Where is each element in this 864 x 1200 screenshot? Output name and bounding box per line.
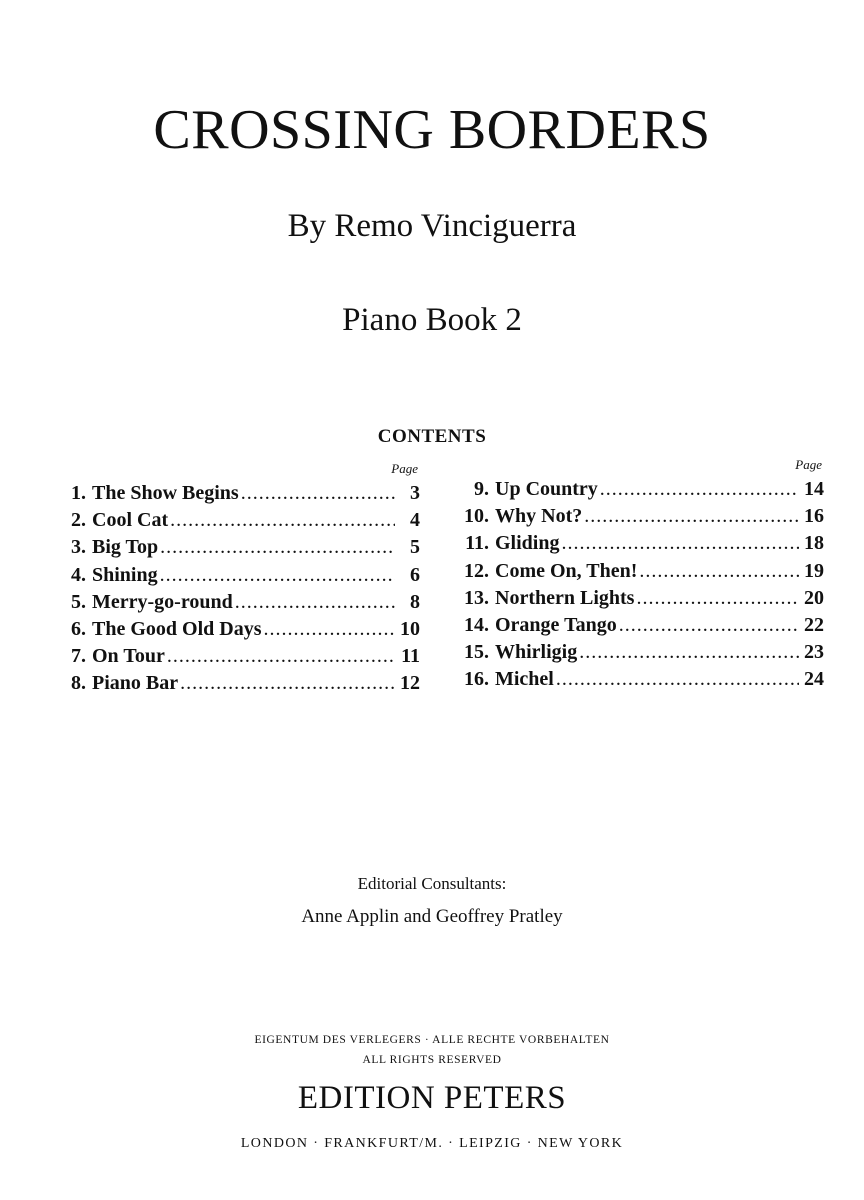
dot-leader — [170, 507, 395, 534]
entry-number: 16. — [464, 668, 489, 691]
page-column-label: Page — [391, 461, 418, 476]
contents-entry — [462, 558, 824, 585]
contents-entry — [66, 643, 420, 670]
contents-entry — [462, 585, 824, 612]
entry-number: 11. — [465, 532, 489, 555]
entry-page-number: 14 — [804, 478, 824, 500]
editorial-names: Anne Applin and Geoffrey Pratley — [301, 906, 563, 927]
entry-page-number: 18 — [804, 532, 824, 555]
entry-title: Why Not? — [495, 505, 583, 528]
dot-leader — [167, 643, 395, 670]
rights-reserved: ALL RIGHTS RESERVED — [362, 1054, 502, 1066]
book-subtitle: Piano Book 2 — [342, 302, 522, 338]
entry-page-number: 20 — [804, 586, 824, 609]
rights-notice: EIGENTUM DES VERLEGERS · ALLE RECHTE VORBEHALTEN — [254, 1034, 610, 1046]
contents-entry — [462, 476, 824, 503]
dot-leader — [263, 616, 395, 643]
contents-column-right — [462, 458, 824, 694]
entry-number: 3. — [71, 536, 86, 559]
entry-page-number: 12 — [400, 672, 420, 695]
entry-page-number: 23 — [804, 641, 824, 664]
entry-number: 13. — [464, 586, 489, 609]
entry-title: Orange Tango — [495, 613, 617, 636]
entry-page-number: 24 — [804, 668, 824, 691]
entry-title: Big Top — [92, 536, 159, 559]
page-title: CROSSING BORDERS — [153, 99, 711, 161]
contents-entry — [462, 666, 824, 693]
contents-entry — [66, 534, 420, 561]
entry-title: Northern Lights — [495, 586, 635, 609]
editorial-label: Editorial Consultants: — [357, 874, 507, 893]
dot-leader — [561, 530, 799, 557]
entry-number: 2. — [71, 509, 86, 532]
contents-heading: CONTENTS — [377, 426, 487, 447]
contents-entry — [66, 589, 420, 616]
dot-leader — [600, 476, 799, 503]
entry-number: 7. — [71, 645, 86, 668]
entry-page-number: 6 — [410, 563, 420, 586]
entry-number: 4. — [71, 563, 86, 586]
dot-leader — [639, 558, 799, 585]
entry-title: Shining — [92, 563, 158, 586]
entry-number: 6. — [71, 617, 86, 640]
entry-page-number: 22 — [804, 613, 824, 636]
entry-page-number: 16 — [804, 505, 824, 528]
contents-column-left — [66, 458, 420, 698]
entry-title: The Good Old Days — [92, 617, 262, 640]
entry-number: 12. — [464, 559, 489, 582]
entry-page-number: 11 — [401, 645, 420, 668]
entry-title: Michel — [495, 668, 554, 691]
entry-number: 15. — [464, 641, 489, 664]
entry-page-number: 19 — [804, 559, 824, 582]
contents-entry — [66, 670, 420, 697]
entry-title: On Tour — [92, 645, 165, 668]
contents-entry — [66, 616, 420, 643]
dot-leader — [160, 534, 395, 561]
entry-number: 10. — [464, 505, 489, 528]
entry-title: Whirligig — [495, 641, 578, 664]
entry-title: Cool Cat — [92, 509, 169, 532]
entry-page-number: 4 — [410, 509, 420, 532]
dot-leader — [235, 589, 395, 616]
entry-number: 14. — [464, 613, 489, 636]
entry-page-number: 8 — [410, 590, 420, 613]
entry-page-number: 10 — [400, 617, 420, 640]
publisher-name: EDITION PETERS — [297, 1080, 567, 1116]
entry-title: Up Country — [495, 478, 598, 500]
entry-title: The Show Begins — [92, 482, 239, 504]
entry-number: 9. — [474, 478, 489, 500]
dot-leader — [180, 670, 395, 697]
entry-page-number: 5 — [410, 536, 420, 559]
contents-entry — [66, 480, 420, 507]
author-line: By Remo Vinciguerra — [287, 208, 577, 244]
entry-title: Gliding — [495, 532, 560, 555]
dot-leader — [619, 612, 799, 639]
entry-number: 5. — [71, 590, 86, 613]
dot-leader — [579, 639, 799, 666]
dot-leader — [556, 666, 799, 693]
entry-page-number: 3 — [410, 482, 420, 504]
contents-entry — [66, 507, 420, 534]
publisher-cities: LONDON · FRANKFURT/M. · LEIPZIG · NEW YORK — [240, 1136, 624, 1151]
entry-number: 1. — [71, 482, 86, 504]
contents-entry — [462, 503, 824, 530]
dot-leader — [636, 585, 799, 612]
entry-title: Piano Bar — [92, 672, 179, 695]
contents-entry — [462, 639, 824, 666]
dot-leader — [160, 562, 395, 589]
contents-entry — [462, 530, 824, 557]
page-column-label: Page — [795, 457, 822, 472]
contents-entry — [66, 562, 420, 589]
contents-entry — [462, 612, 824, 639]
entry-number: 8. — [71, 672, 86, 695]
dot-leader — [241, 480, 395, 507]
dot-leader — [584, 503, 799, 530]
entry-title: Merry-go-round — [92, 590, 233, 613]
entry-title: Come On, Then! — [495, 559, 638, 582]
